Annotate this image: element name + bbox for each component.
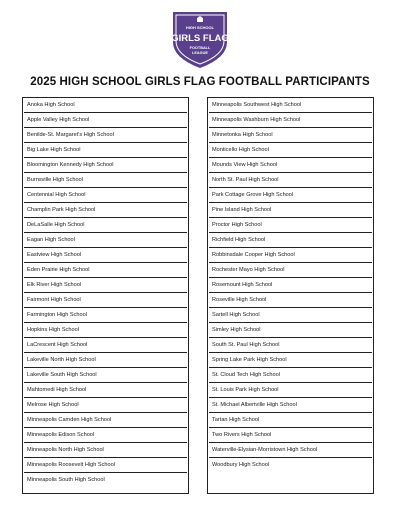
school-row: Minnetonka High School: [209, 128, 372, 143]
school-row: Minneapolis Camden High School: [24, 413, 187, 428]
school-row: Mounds View High School: [209, 158, 372, 173]
school-row: Eagan High School: [24, 233, 187, 248]
school-row: St. Cloud Tech High School: [209, 368, 372, 383]
school-row: Eden Prairie High School: [24, 263, 187, 278]
school-row: Lakeville South High School: [24, 368, 187, 383]
school-row: St. Louis Park High School: [209, 383, 372, 398]
school-row: Champlin Park High School: [24, 203, 187, 218]
school-row: Two Rivers High School: [209, 428, 372, 443]
school-row: Richfield High School: [209, 233, 372, 248]
school-row: Robbinsdale Cooper High School: [209, 248, 372, 263]
school-row: Sartell High School: [209, 308, 372, 323]
school-row: Rosemount High School: [209, 278, 372, 293]
school-row: Tartan High School: [209, 413, 372, 428]
school-row: Farmington High School: [24, 308, 187, 323]
school-row: North St. Paul High School: [209, 173, 372, 188]
school-row: Hopkins High School: [24, 323, 187, 338]
school-row: Woodbury High School: [212, 462, 270, 468]
school-row: Melrose High School: [24, 398, 187, 413]
girls-flag-football-league-logo: [167, 8, 233, 70]
svg-text:LEAGUE: LEAGUE: [192, 51, 208, 55]
school-row: St. Michael Albertville High School: [209, 398, 372, 413]
school-row: Fairmont High School: [24, 293, 187, 308]
school-row: Burnsville High School: [24, 173, 187, 188]
school-row: Monticello High School: [209, 143, 372, 158]
school-row: Minneapolis Roosevelt High School: [24, 458, 187, 473]
school-row: Bloomington Kennedy High School: [24, 158, 187, 173]
school-row: Lakeville North High School: [24, 353, 187, 368]
school-row: Benilde-St. Margaret's High School: [24, 128, 187, 143]
school-row: Proctor High School: [209, 218, 372, 233]
school-row: Eastview High School: [24, 248, 187, 263]
school-row: Rochester Mayo High School: [209, 263, 372, 278]
school-row: Big Lake High School: [24, 143, 187, 158]
school-row: Apple Valley High School: [24, 113, 187, 128]
school-row: Spring Lake Park High School: [209, 353, 372, 368]
school-row: Anoka High School: [24, 98, 187, 113]
school-row: Minneapolis Southwest High School: [209, 98, 372, 113]
school-row: Waterville-Elysian-Morristown High School: [209, 443, 372, 458]
svg-text:GIRLS FLAG: GIRLS FLAG: [171, 33, 229, 44]
school-row: South St. Paul High School: [209, 338, 372, 353]
school-row: Roseville High School: [209, 293, 372, 308]
svg-text:HIGH SCHOOL: HIGH SCHOOL: [185, 25, 215, 30]
school-row: Minneapolis Edison School: [24, 428, 187, 443]
school-row: Centennial High School: [24, 188, 187, 203]
school-row: Simley High School: [209, 323, 372, 338]
school-row: Mahtomedi High School: [24, 383, 187, 398]
school-row: Minneapolis Washburn High School: [209, 113, 372, 128]
school-row: LaCrescent High School: [24, 338, 187, 353]
school-row: DeLaSalle High School: [24, 218, 187, 233]
participants-list-right: [207, 97, 374, 494]
school-row: Minneapolis North High School: [24, 443, 187, 458]
participants-list-left: [22, 97, 189, 494]
svg-text:FOOTBALL: FOOTBALL: [189, 46, 211, 50]
school-row: Pine Island High School: [209, 203, 372, 218]
page-title: 2025 HIGH SCHOOL GIRLS FLAG FOOTBALL PARTICIPANTS: [30, 76, 370, 88]
school-row: Park Cottage Grove High School: [209, 188, 372, 203]
school-row: Elk River High School: [24, 278, 187, 293]
school-row: Minneapolis South High School: [27, 477, 105, 483]
